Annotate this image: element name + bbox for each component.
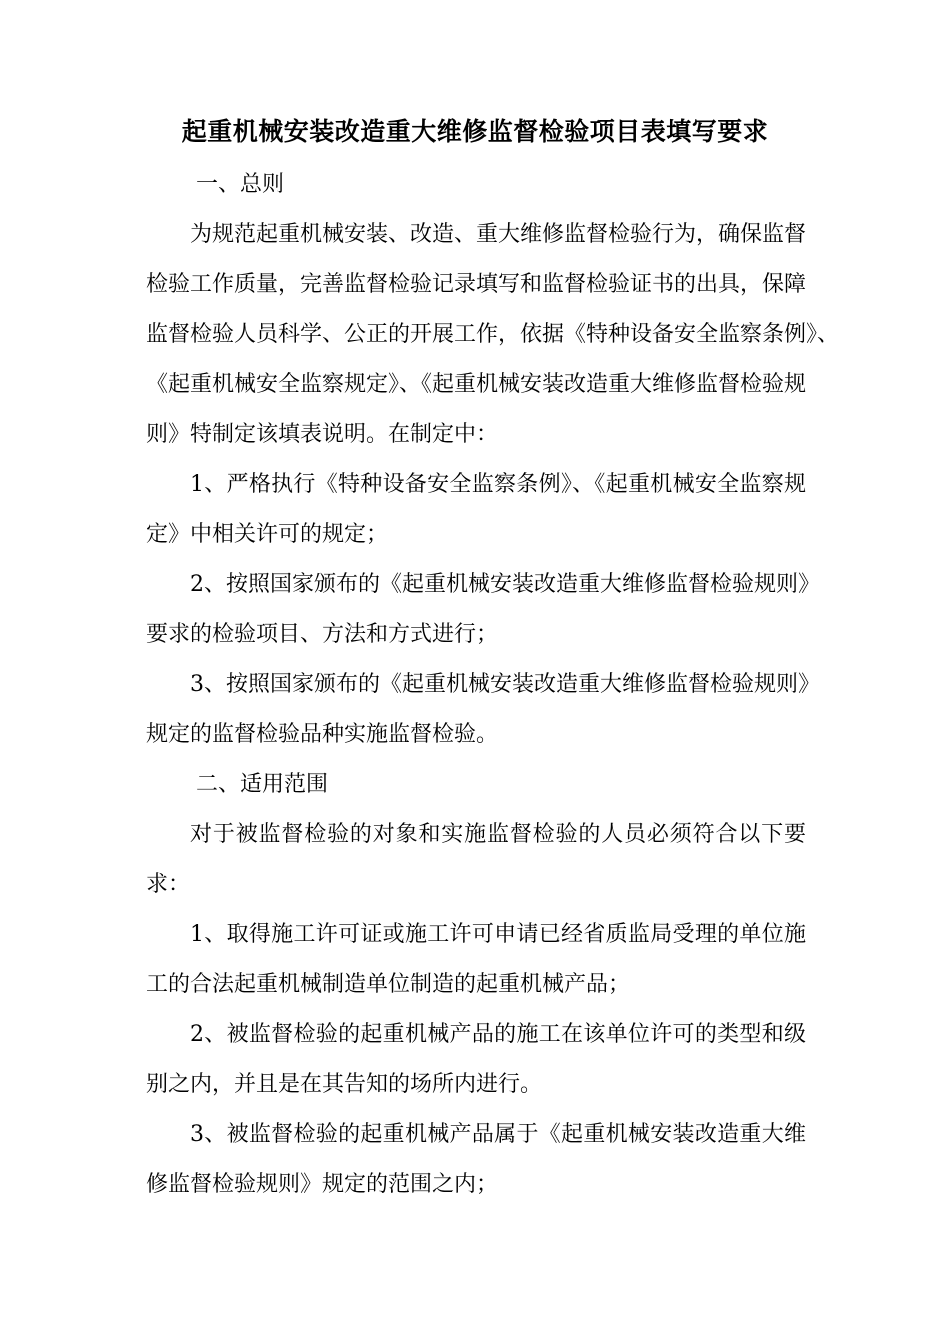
list-item-line: 2、按照国家颁布的《起重机械安装改造重大维修监督检验规则》 <box>190 572 820 597</box>
list-item-line: 1、取得施工许可证或施工许可申请已经省质监局受理的单位施 <box>190 922 806 947</box>
list-item-line: 工的合法起重机械制造单位制造的起重机械产品； <box>146 972 631 997</box>
paragraph-line: 监督检验人员科学、公正的开展工作，依据《特种设备安全监察条例》、 <box>146 322 840 347</box>
list-item-line: 规定的监督检验品种实施监督检验。 <box>146 722 499 747</box>
section-heading-scope: 二、适用范围 <box>196 772 329 797</box>
paragraph-line: 检验工作质量，完善监督检验记录填写和监督检验证书的出具，保障 <box>146 272 807 297</box>
list-item-line: 修监督检验规则》规定的范围之内； <box>146 1172 499 1197</box>
list-item-line: 1、严格执行《特种设备安全监察条例》、《起重机械安全监察规 <box>190 472 806 497</box>
list-item-line: 3、被监督检验的起重机械产品属于《起重机械安装改造重大维 <box>190 1122 806 1147</box>
section-heading-general: 一、总则 <box>196 172 285 197</box>
document-title: 起重机械安装改造重大维修监督检验项目表填写要求 <box>181 117 769 146</box>
paragraph-line: 则》特制定该填表说明。在制定中： <box>146 422 499 447</box>
paragraph-line: 求： <box>146 872 191 897</box>
list-item-line: 定》中相关许可的规定； <box>146 522 389 547</box>
list-item-line: 2、被监督检验的起重机械产品的施工在该单位许可的类型和级 <box>190 1022 806 1047</box>
list-item-line: 别之内，并且是在其告知的场所内进行。 <box>146 1072 543 1097</box>
paragraph-line: 为规范起重机械安装、改造、重大维修监督检验行为，确保监督 <box>190 222 807 247</box>
paragraph-line: 《起重机械安全监察规定》、《起重机械安装改造重大维修监督检验规 <box>146 372 807 397</box>
paragraph-line: 对于被监督检验的对象和实施监督检验的人员必须符合以下要 <box>190 822 806 847</box>
list-item-line: 要求的检验项目、方法和方式进行； <box>146 622 499 647</box>
list-item-line: 3、按照国家颁布的《起重机械安装改造重大维修监督检验规则》 <box>190 672 820 697</box>
